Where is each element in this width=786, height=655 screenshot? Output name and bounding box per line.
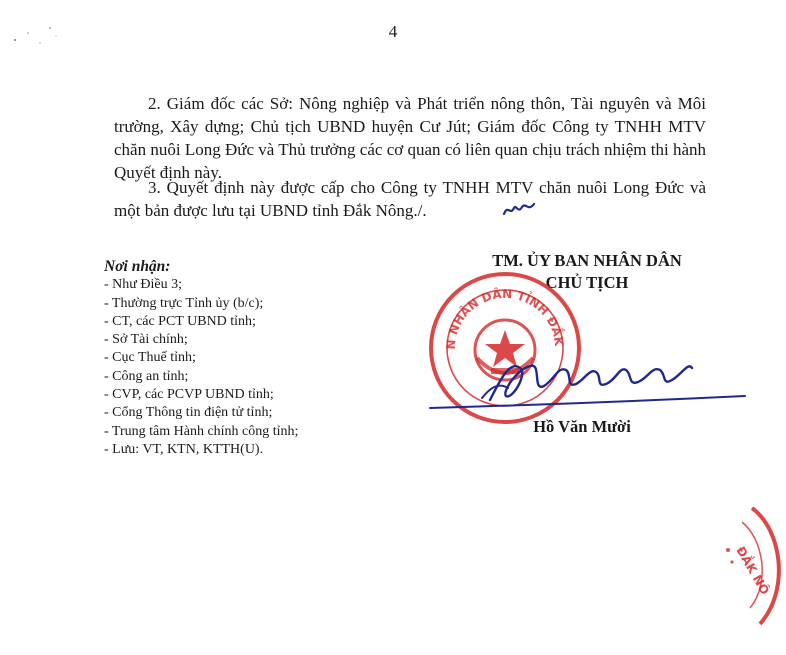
recipient-item: - Sở Tài chính; bbox=[104, 332, 188, 348]
recipient-item: - Trung tâm Hành chính công tỉnh; bbox=[104, 423, 299, 439]
recipient-item: - CT, các PCT UBND tỉnh; bbox=[104, 313, 256, 329]
page-number: 4 bbox=[388, 22, 398, 41]
recipient-item: - CVP, các PCVP UBND tỉnh; bbox=[104, 387, 274, 403]
recipient-item: - Như Điều 3; bbox=[104, 277, 182, 293]
paragraph-3 bbox=[114, 176, 706, 222]
initials-mark bbox=[500, 198, 540, 220]
recipient-item: - Thường trực Tỉnh ủy (b/c); bbox=[104, 295, 264, 311]
svg-text:ĐẮK NÔ: ĐẮK NÔ bbox=[733, 544, 773, 598]
recipient-item: - Cổng Thông tin điện tử tỉnh; bbox=[104, 405, 273, 421]
paragraph-2 bbox=[114, 92, 706, 184]
corner-seal-fragment bbox=[712, 500, 786, 630]
svg-text:ỦY BAN NHÂN DÂN TỈNH ĐẮK NÔNG: N NHÂN DÂN TỈNH ĐẮK bbox=[443, 286, 567, 350]
handwritten-signature bbox=[420, 340, 750, 420]
recipient-item: - Công an tỉnh; bbox=[104, 368, 189, 384]
signer-name: Hồ Văn Mười bbox=[533, 417, 631, 436]
signature-title-line2: CHỦ TỊCH bbox=[545, 273, 629, 292]
recipient-list bbox=[104, 276, 298, 459]
recipient-item: - Cục Thuế tỉnh; bbox=[104, 350, 196, 366]
paragraph-3-text: 3. Quyết định này được cấp cho Công ty TNHH MTV chăn nuôi Long Đức và một bản được lưu tại UBND tỉnh Đắk Nông./. bbox=[114, 178, 706, 220]
recipients-block bbox=[104, 258, 298, 459]
paragraph-2-text: 2. Giám đốc các Sở: Nông nghiệp và Phát triển nông thôn, Tài nguyên và Môi trường, Xây dựng; Chủ tịch UBND huyện Cư Jút; Giám đốc Công ty TNHH MTV chăn nuôi Long Đức và Thủ trưởng các cơ quan có liên quan chịu trách nhiệm thi hành Quyết định này. bbox=[114, 94, 706, 182]
recipient-item: - Lưu: VT, KTN, KTTH(U). bbox=[104, 441, 264, 457]
signature-title-line1: TM. ỦY BAN NHÂN DÂN bbox=[492, 251, 682, 270]
recipients-title: Nơi nhận: bbox=[104, 258, 171, 275]
